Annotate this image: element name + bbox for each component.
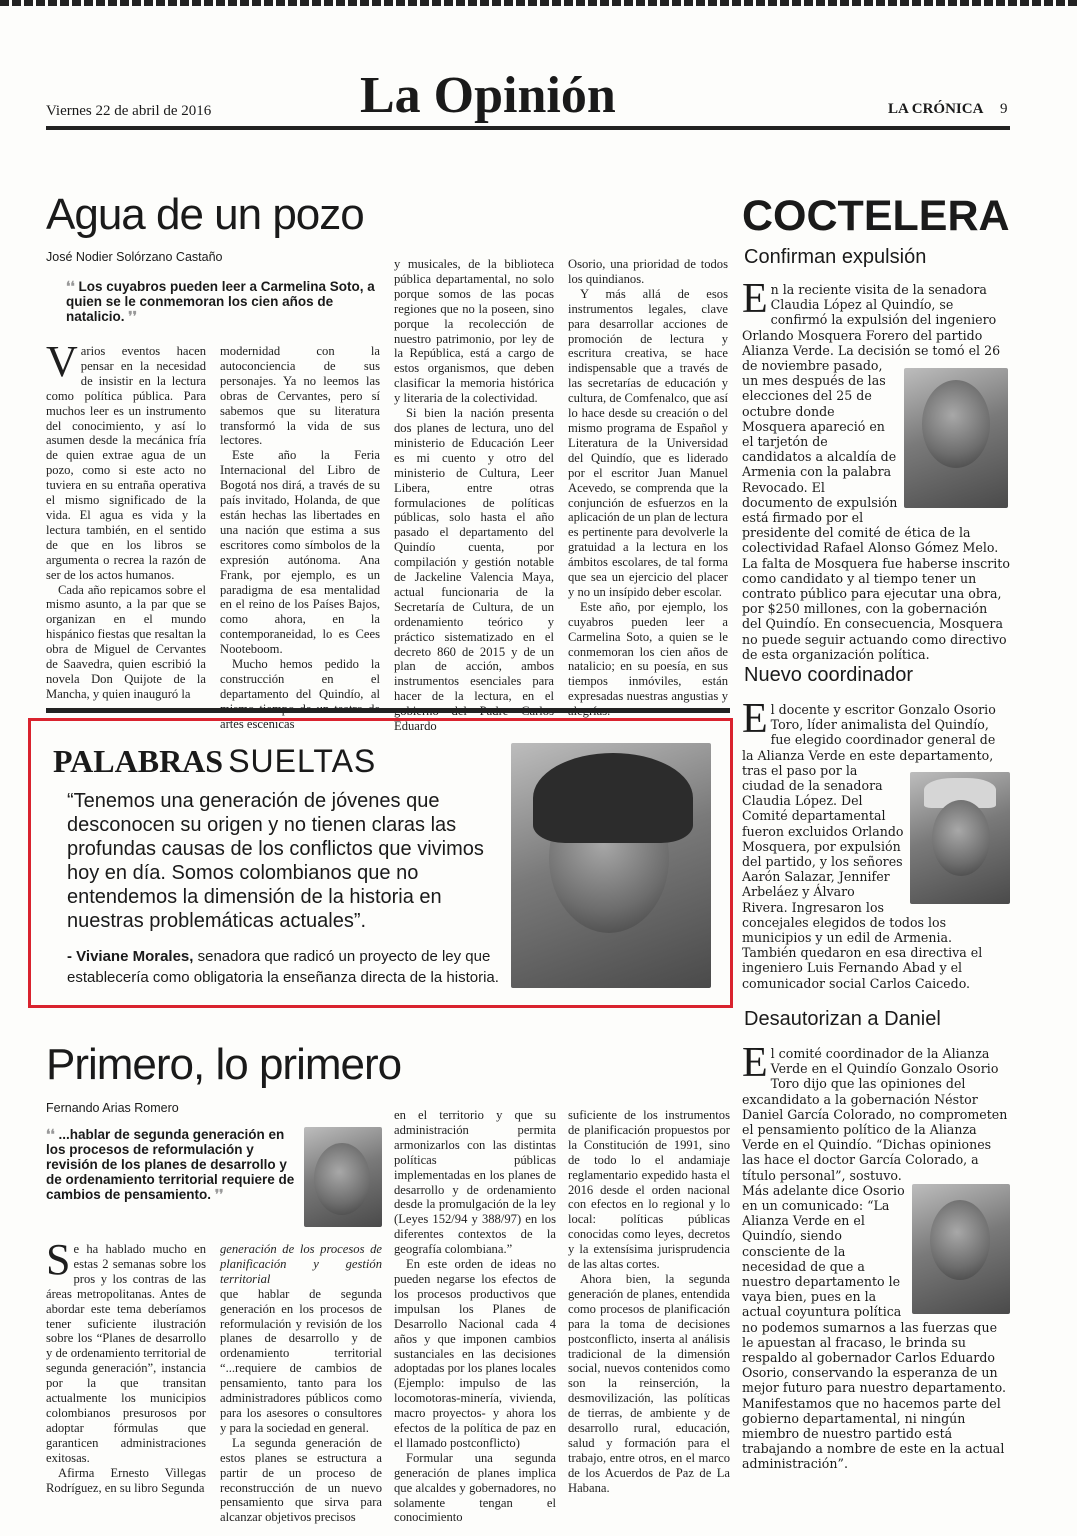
close-quote-icon: ❜❜ <box>128 309 137 324</box>
paper-name: LA CRÓNICA <box>888 101 984 117</box>
article1-column-4: Osorio, una prioridad de todos los quindianos. Y más allá de esos instrumentos legales, clave para desarrollar acciones de promoción de lectura y escritura creativa, se hace indispensable que a través de las secretarías de educación y cultura, de Comfenalco, que así lo hace desde su creación o del mismo programa de Español y Literatura de la Universidad del Quindío, que es liderado por el escritor Juan Manuel Acevedo, se comprenda que la conjunción de esfuerzos en la aplicación de un plan de lectura es pertinente para devolverle la gratuidad a la lectura en los ámbitos escolares, de tal forma que sea un ejercicio del placer y no un insípido deber escolar. Este año, por ejemplo, los cuyabros pueden leer a Carmelina Soto, a quien se le conmemoran los cien años de natalicio; en su poesía, en sus tiempos inmóviles, están expresadas nuestras angustias y <box>568 257 728 704</box>
article1-column-1: Varios eventos hacen pensar en la necesidad de insistir en la lectura como política pública. Para muchos leer es un instrumento del conocimiento, y así lo asumen desde la mecánica fría de quien extrae agua de un pozo, como si este acto no tuviera en su entraña operativa el mismo significado de la vida. El agua es vida y la lectura también, en el sentido de que en los libros se argumenta o recrea la razón de ser de los actos humanos. Cada año repicamos sobre el mismo asunto, a la par que se organizan en el mundo hispánico fiestas que resaltan la obra de Miguel de Cervantes de Saavedra, quien escribió la novela Don Quijote de la Mancha, y quien inauguró la <box>46 337 206 701</box>
palabras-attribution: - Viviane Morales, senadora que radicó un proyecto de ley que establecería como obligatoria la enseñanza directa de la historia. <box>67 948 499 986</box>
top-edge-strip <box>0 0 1077 6</box>
coctelera-body-3: El comité coordinador de la Alianza Verde en el Quindío Gonzalo Osorio Toro dijo que las opiniones del excandidato a la gobernación Néstor Daniel García Colorado, no comprometen el pensamiento político de la Alianza Verde en el Quindío. “Dichas opiniones las hace el doctor García Colorado, a título personal”, sostuvo. Más adelante dice Osorio en un comunicado: “La Alianza Verde en el Quindío, siendo consciente de la necesidad de que a nuestro departamento le vaya bien, pues en la actual coyuntura política no podemos sumarnos a las fuerzas que le apuestan al fracaso, le brinda su respaldo al gobernador Carlos Eduardo Osorio, conservando la esperanza de un mejor futuro para nuestro departamento. Manifestamos que no hacemos parte del gobierno departamental, ni ningún miembro de nuestro partido está trabajando a nombre de este en la actual administración”. <box>742 1040 1008 1472</box>
article2-pull-quote <box>46 1127 298 1202</box>
article2-column-3: en el territorio y que su administración permita armonizarlos con las distintas políticas públicas implementadas en los planes de desarrollo y de ordenamiento desde la promulgación de la ley (Leyes 152/94 y 388/97) en los diferentes contextos de la geografía colombiana.” En este orden de ideas no pueden negarse los efectos de los procesos productivos que impulsan los Planes de Desarrollo Nacional cada 4 años y que imponen cambios sustanciales en las decisiones adoptadas por los planes locales (Ejemplo: impulso de las locomotoras-minería, vivienda, macro proyectos- y ahora los efectos de la política de paz en el llamado postconflicto) Formular una segunda generación de planes implica que alcaldes y gobernadores, no solamente tengan el conocimiento <box>394 1108 556 1525</box>
page-number: 9 <box>1000 101 1008 117</box>
masthead-date: Viernes 22 de abril de 2016 <box>46 103 212 119</box>
article1-title: Agua de un pozo <box>46 190 364 239</box>
article2-column-1: Se ha hablado mucho en estas 2 semanas sobre los pros y los contras de las áreas metropolitanas. Antes de abordar este tema deberíamos tener suficiente ilustración sobre los “Planes de desarrollo y de ordenamiento territorial de segunda generación”, instancia por la que transitan actualmente los municipios colombianos presurosos por adoptar fórmulas que garanticen administraciones exitosas. Afirma Ernesto Villegas Rodríguez, en su libro Segunda <box>46 1235 206 1495</box>
article1-pull-quote <box>66 279 376 324</box>
open-quote-icon: ❛❛ <box>66 279 75 294</box>
coctelera-body-2: El docente y escritor Gonzalo Osorio Toro, líder animalista del Quindío, fue elegido coordinador general de la Alianza Verde en este departamento, tras el paso por la ciudad de la senadora Claudia López. Del Comité departamental fueron excluidos Orlando Mosquera, por expulsión del partido, y los señores Aarón Salazar, Jennifer Arbeláez y Álvaro Rivera. Ingresaron los concejales elegidos de todos los municipios y un edil de Armenia. También quedaron en esa directiva el ingeniero Luis Fernando Abad y el comunicador social Carlos Caicedo. <box>742 696 996 991</box>
article2-title: Primero, lo primero <box>46 1040 402 1089</box>
coctelera-heading-3: Desautorizan a Daniel <box>744 1008 941 1030</box>
article1-author: José Nodier Solórzano Castaño <box>46 250 223 264</box>
section-title: La Opinión <box>360 67 616 124</box>
coctelera-heading-1: Confirman expulsión <box>744 246 927 268</box>
article2-column-2: generación de los procesos de planificación y gestión territorial que hablar de segunda generación en los procesos de reformulación y revisión de los planes de desarrollo y de ordenamiento territorial “...requiere de cambios de pensamiento, tanto para los administradores públicos como para los asesores o consultores y para la sociedad en general. La segunda generación de estos planes se estructura a partir de un proceso de reconstrucción de un nuevo pensamiento que sirva para alcanzar objetivos precisos <box>220 1242 382 1525</box>
article2-column-4: suficiente de los instrumentos de planificación propuestos por la Constitución de 1991, sino de todo lo el andamiaje reglamentario expedido hasta el 2016 desde el orden nacional con efectos en lo regional y lo local: políticas públicas conocidas como leyes, decretos y la extensísima jurisprudencia de las altas cortes. Ahora bien, la segunda generación de planes, entendida como procesos de planificación para la toma de decisiones postconflicto, inserta al análisis tradicional de la dimensión social, nuevos contenidos como son la reinserción, la desmovilización, las políticas de tierras, de ambiente y de desarrollo rural, educación, salud y formación para el trabajo, entre otros, en el marco de los Acuerdos de Paz de La Habana. <box>568 1108 730 1495</box>
article1-column-2: modernidad con la autoconciencia de sus personajes. Ya no leemos las obras de Cervantes, pero sí sabemos que su literatura transformó la vida de sus lectores. Este año la Feria Internacional del Libro de Bogotá nos dirá, a través de su país invitado, Holanda, de que están hechas las libertades en una nación que estima a sus escritores como símbolos de la expresión autónoma. Ana Frank, por ejemplo, es un paradigma de esa mentalidad en el reino de los Países Bajos, como ahora, en la contemporaneidad, lo es Cees Nooteboom. Mucho hemos pedido la construcción en el departamento del Quindío, al artes escénicas <box>220 344 380 731</box>
pull-quote-text: Los cuyabros pueden leer a Carmelina Soto, a quien se le conmemoran los cien años de natalicio. <box>66 279 375 324</box>
article2-author: Fernando Arias Romero <box>46 1101 179 1115</box>
pull-quote-text: ...hablar de segunda generación en los procesos de reformulación y revisión de los planes de desarrollo y de ordenamiento territorial requiere de cambios de pensamiento. <box>46 1127 295 1202</box>
article1-column-3: y musicales, de la biblioteca pública departamental, no solo porque somos de las pocas regiones que no la poseen, sino porque la recolección de nuestro patrimonio, por ley de la República, está a cargo de estos organismos, que deben clasificar la memoria histórica y literaria de la colectividad. Si bien la nación presenta dos planes de lectura, uno del ministerio de Educación Leer es mi cuento y otro del ministerio de Cultura, Leer Libera, entre otras formulaciones de políticas públicas, solo hasta el año pasado el departamento del Quindío cuenta, por compilación y gestión notable de Jackeline Valencia Maya, actual funcionaria de la Secretaría de Cultura, de un ordenamiento teórico y práctico sistematizado en el decreto 860 de 2015 y de un plan de acción, ambos instrumentos esenciales para hacer de la lectura, en el Eduardo <box>394 257 554 734</box>
close-quote-icon: ❜❜ <box>214 1187 224 1202</box>
palabras-sueltas-box <box>28 718 733 1008</box>
coctelera-body-1: En la reciente visita de la senadora Claudia López al Quindío, se confirmó la expulsión del ingeniero Orlando Mosquera Forero del partido Alianza Verde. La decisión se tomó el 26 de noviembre pasado, un mes después de las elecciones del 25 de octubre donde Mosquera apareció en el tarjetón de candidatos a alcaldía de Armenia con la palabra Revocado. El documento de expulsión está firmado por el presidente del comité de ética de la colectividad Rafael Alonso Gómez Melo. La falta de Mosquera fue haberse inscrito como candidato y al tiempo tener un contrato público para ejecutar una obra, por $250 millones, con la gobernación del Quindío. En consecuencia, Mosquera no puede seguir actuando como directivo de esta organización política. <box>742 276 1010 662</box>
masthead-rule <box>46 126 1010 130</box>
coctelera-heading-2: Nuevo coordinador <box>744 664 913 686</box>
viviane-morales-photo <box>511 743 711 988</box>
section-rule <box>46 708 730 713</box>
coctelera-title: COCTELERA <box>742 192 1010 240</box>
palabras-heading: PALABRAS SUELTAS <box>53 743 377 779</box>
palabras-quote: “Tenemos una generación de jóvenes que desconocen su origen y no tienen claras las profundas causas de los conflictos que vivimos hoy en día. Somos colombianos que no entendemos la dimensión de la historia en nuestras problemáticas actuales”. <box>67 790 484 932</box>
fernando-arias-photo <box>304 1127 382 1227</box>
open-quote-icon: ❛❛ <box>46 1127 55 1142</box>
